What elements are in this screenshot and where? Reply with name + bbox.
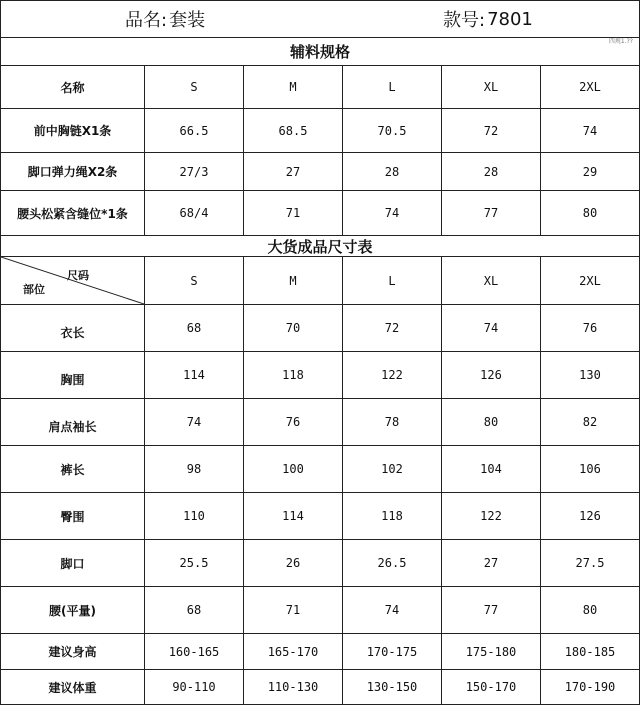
measurement-row: [1, 634, 639, 670]
accessory-value: 28: [442, 153, 541, 190]
col-header-2xl: 2XL: [579, 80, 601, 94]
size-header-l: L: [343, 257, 442, 304]
measurement-value: 26: [244, 540, 343, 586]
measurement-value: 106: [579, 462, 601, 476]
measurement-row: [1, 670, 639, 704]
accessories-title: 辅料规格: [289, 43, 350, 61]
measurement-value: 100: [244, 446, 343, 492]
measurement-value: 150-170: [442, 670, 541, 704]
corner-cell: [1, 257, 145, 304]
product-name-label: 品名:: [125, 10, 168, 31]
measurement-row: [1, 493, 639, 540]
measurement-name: 胸围: [1, 352, 145, 398]
accessory-name: 前中胸链X1条: [1, 109, 145, 152]
measurement-value: 90-110: [145, 670, 244, 704]
measurement-name: 建议身高: [1, 634, 145, 669]
col-header-xl: XL: [442, 66, 541, 108]
measurement-value: 126: [442, 352, 541, 398]
product-name-value: 套装: [169, 10, 206, 31]
col-header-l: L: [343, 66, 442, 108]
size-chart-title-row: [1, 236, 639, 257]
measurement-value: 76: [582, 321, 598, 335]
measurement-value: 102: [343, 446, 442, 492]
measurement-name: 臀围: [1, 493, 145, 539]
measurement-value: 76: [244, 399, 343, 445]
measurement-value: 180-185: [564, 644, 616, 659]
style-number-value: 7801: [487, 8, 533, 30]
measurement-name: 脚口: [1, 540, 145, 586]
size-header-xl: XL: [442, 257, 541, 304]
accessory-value: 77: [442, 191, 541, 235]
accessory-name: 腰头松紧含缝位*1条: [1, 191, 145, 235]
accessory-value: 27: [244, 153, 343, 190]
corner-size-label: 尺码: [67, 269, 89, 282]
accessory-value: 71: [244, 191, 343, 235]
stray-mark: 四规1.??: [608, 38, 633, 45]
measurement-value: 122: [343, 352, 442, 398]
measurement-value: 170-190: [564, 680, 616, 694]
header-row: [1, 1, 639, 38]
accessory-value: 74: [343, 191, 442, 235]
measurement-value: 27.5: [575, 556, 605, 570]
col-header-name: 名称: [1, 66, 145, 108]
measurement-value: 27: [442, 540, 541, 586]
measurement-value: 82: [582, 415, 598, 429]
measurement-value: 175-180: [442, 634, 541, 669]
measurement-value: 122: [442, 493, 541, 539]
accessory-value: 72: [442, 109, 541, 152]
col-header-m: M: [244, 66, 343, 108]
measurement-value: 118: [343, 493, 442, 539]
measurement-value: 25.5: [145, 540, 244, 586]
accessory-value: 68/4: [145, 191, 244, 235]
measurement-value: 110: [145, 493, 244, 539]
accessory-name: 脚口弹力绳X2条: [1, 153, 145, 190]
measurement-value: 68: [145, 587, 244, 633]
measurement-row: [1, 587, 639, 634]
measurement-value: 68: [145, 305, 244, 351]
measurement-value: 26.5: [343, 540, 442, 586]
measurement-value: 71: [244, 587, 343, 633]
measurement-value: 118: [244, 352, 343, 398]
size-chart-title: 大货成品尺寸表: [267, 237, 373, 256]
accessory-row: [1, 109, 639, 153]
accessory-value: 66.5: [145, 109, 244, 152]
measurement-value: 74: [343, 587, 442, 633]
measurement-value: 110-130: [244, 670, 343, 704]
measurement-value: 80: [582, 603, 598, 617]
size-header-2xl: 2XL: [579, 273, 601, 288]
measurement-value: 130: [579, 368, 601, 382]
measurement-name: 裤长: [1, 446, 145, 492]
measurement-value: 70: [244, 305, 343, 351]
measurement-row: [1, 446, 639, 493]
accessory-value: 29: [582, 164, 598, 179]
measurement-name: 腰(平量): [1, 587, 145, 633]
accessory-row: [1, 191, 639, 236]
measurement-value: 126: [579, 509, 601, 523]
measurement-value: 114: [244, 493, 343, 539]
size-header-m: M: [244, 257, 343, 304]
accessory-value: 80: [582, 206, 598, 220]
corner-part-label: 部位: [23, 283, 45, 296]
measurement-row: [1, 540, 639, 587]
accessory-value: 27/3: [145, 153, 244, 190]
style-number-label: 款号:: [443, 10, 486, 31]
accessory-value: 70.5: [343, 109, 442, 152]
measurement-value: 98: [145, 446, 244, 492]
measurement-value: 74: [442, 305, 541, 351]
accessory-value: 28: [343, 153, 442, 190]
accessories-title-row: [1, 38, 639, 66]
accessory-row: [1, 153, 639, 191]
size-chart-header-row: [1, 257, 639, 305]
accessories-header-row: [1, 66, 639, 109]
measurement-value: 77: [442, 587, 541, 633]
col-header-s: S: [145, 66, 244, 108]
measurement-value: 104: [442, 446, 541, 492]
measurement-row: [1, 352, 639, 399]
measurement-name: 肩点袖长: [1, 399, 145, 445]
product-name: [125, 1, 207, 37]
accessory-value: 68.5: [244, 109, 343, 152]
measurement-value: 78: [343, 399, 442, 445]
measurement-value: 114: [145, 352, 244, 398]
measurement-row: [1, 305, 639, 352]
measurement-value: 80: [442, 399, 541, 445]
measurement-value: 160-165: [145, 634, 244, 669]
size-header-s: S: [145, 257, 244, 304]
accessory-value: 74: [582, 123, 598, 138]
measurement-value: 130-150: [343, 670, 442, 704]
measurement-value: 165-170: [244, 634, 343, 669]
measurement-row: [1, 399, 639, 446]
style-number: [443, 1, 535, 37]
measurement-value: 170-175: [343, 634, 442, 669]
measurement-value: 72: [343, 305, 442, 351]
measurement-name: 建议体重: [1, 670, 145, 704]
measurement-value: 74: [145, 399, 244, 445]
measurement-name: 衣长: [1, 305, 145, 351]
